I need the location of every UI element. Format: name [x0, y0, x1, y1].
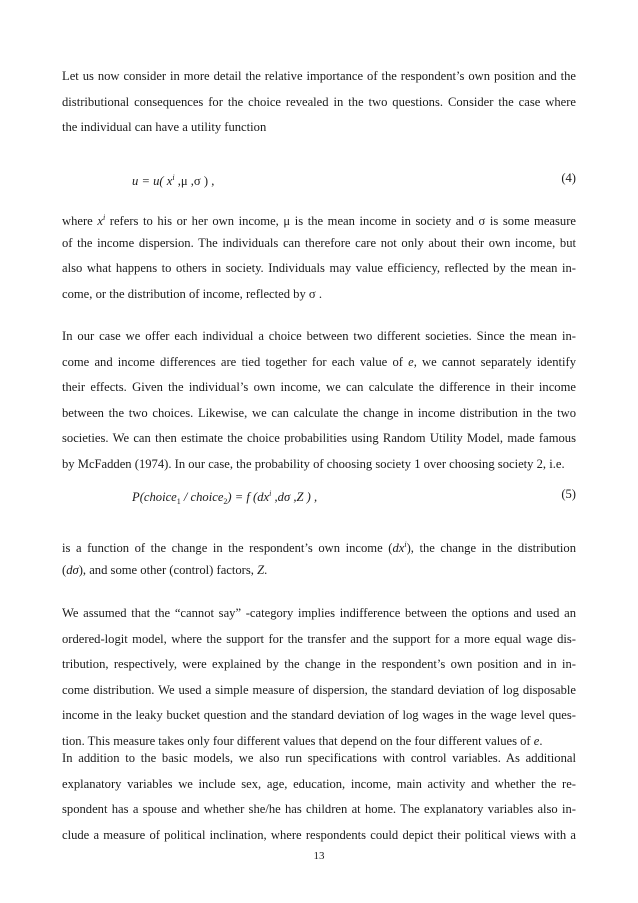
- text-line: of the income dispersion. The individuals can therefore care not only about their own income, but: [62, 235, 576, 250]
- text-line: ordered-logit model, where the support for the transfer and the support for a more equal wage dis-: [62, 631, 576, 646]
- paragraph-3: [62, 324, 576, 477]
- text-line: come distribution. We used a simple measure of dispersion, the standard deviation of log disposable: [62, 682, 576, 697]
- equation-5-number: (5): [561, 487, 576, 501]
- symbol-sigma: σ: [308, 286, 316, 301]
- text-line: where $x^i$ refers to his or her own income, μ is the mean income in society and σ is some measure: [62, 213, 576, 229]
- text-line: between the two choices. Likewise, we can calculate the change in income distribution in the two: [62, 405, 576, 420]
- text-line: In our case we offer each individual a choice between two different societies. Since the mean in-: [62, 329, 576, 343]
- text-line: Let us now consider in more detail the relative importance of the respondent’s own position and the: [62, 69, 576, 83]
- text-line: (dσ), and some other (control) factors, Z.: [62, 562, 268, 577]
- equation-5: [0, 481, 638, 507]
- text-line: distributional consequences for the choice revealed in the two questions. Consider the case where: [62, 94, 576, 109]
- text-line: societies. We can then estimate the choice probabilities using Random Utility Model, made famous: [62, 431, 576, 445]
- text-line: their effects. Given the individual’s own income, we can calculate the difference in their income: [62, 380, 576, 394]
- text-line: come, or the distribution of income, reflected by σ .: [62, 286, 323, 301]
- page-number: 13: [313, 850, 325, 862]
- symbol-x: x: [97, 214, 103, 229]
- text-line: tribution, respectively, were explained by the change in the respondent’s own position and in in-: [62, 657, 576, 671]
- text-line: come and income differences are tied together for each value of e, we cannot separately identify: [62, 354, 576, 369]
- text-line: spondent has a spouse and whether she/he has children at home. The explanatory variables also in-: [62, 802, 576, 816]
- symbol-sigma: σ: [478, 214, 486, 229]
- text-line: the individual can have a utility function: [62, 120, 267, 134]
- text-line: clude a measure of political inclination, where respondents could depict their political views with a: [62, 827, 576, 842]
- paragraph-6: [62, 746, 576, 848]
- paragraph-4: [62, 532, 576, 583]
- equation-5-expression: P(choice$_1$ / choice$_2$) = f ($dx^i$ ,dσ ,Z ) ,: [132, 489, 318, 506]
- text-line: also what happens to others in society. Individuals may value efficiency, reflected by the mean in-: [62, 261, 576, 275]
- text-line: income in the leaky bucket question and the standard deviation of log wages in the wage level ques-: [62, 708, 576, 722]
- paragraph-2: [62, 205, 576, 307]
- text-line: In addition to the basic models, we also run specifications with control variables. As additional: [62, 751, 576, 765]
- equation-4: [0, 165, 638, 191]
- paragraph-1: [62, 64, 576, 141]
- text-line: tion. This measure takes only four different values that depend on the four different values of e.: [62, 733, 543, 748]
- equation-4-number: (4): [561, 171, 576, 185]
- symbol-mu: μ: [283, 214, 291, 229]
- text-line: by McFadden (1974). In our case, the probability of choosing society 1 over choosing society 2, i.e.: [62, 456, 565, 471]
- equation-4-expression: u = u( $x^i$ ,μ ,σ ) ,: [132, 173, 215, 188]
- text-line: explanatory variables we include sex, age, education, income, main activity and whether the re-: [62, 776, 576, 791]
- text-line: We assumed that the “cannot say” -category implies indifference between the options and used an: [62, 606, 576, 620]
- paragraph-5: [62, 601, 576, 754]
- text-line: is a function of the change in the respondent’s own income $(dx^i)$, the change in the distribution: [62, 540, 576, 556]
